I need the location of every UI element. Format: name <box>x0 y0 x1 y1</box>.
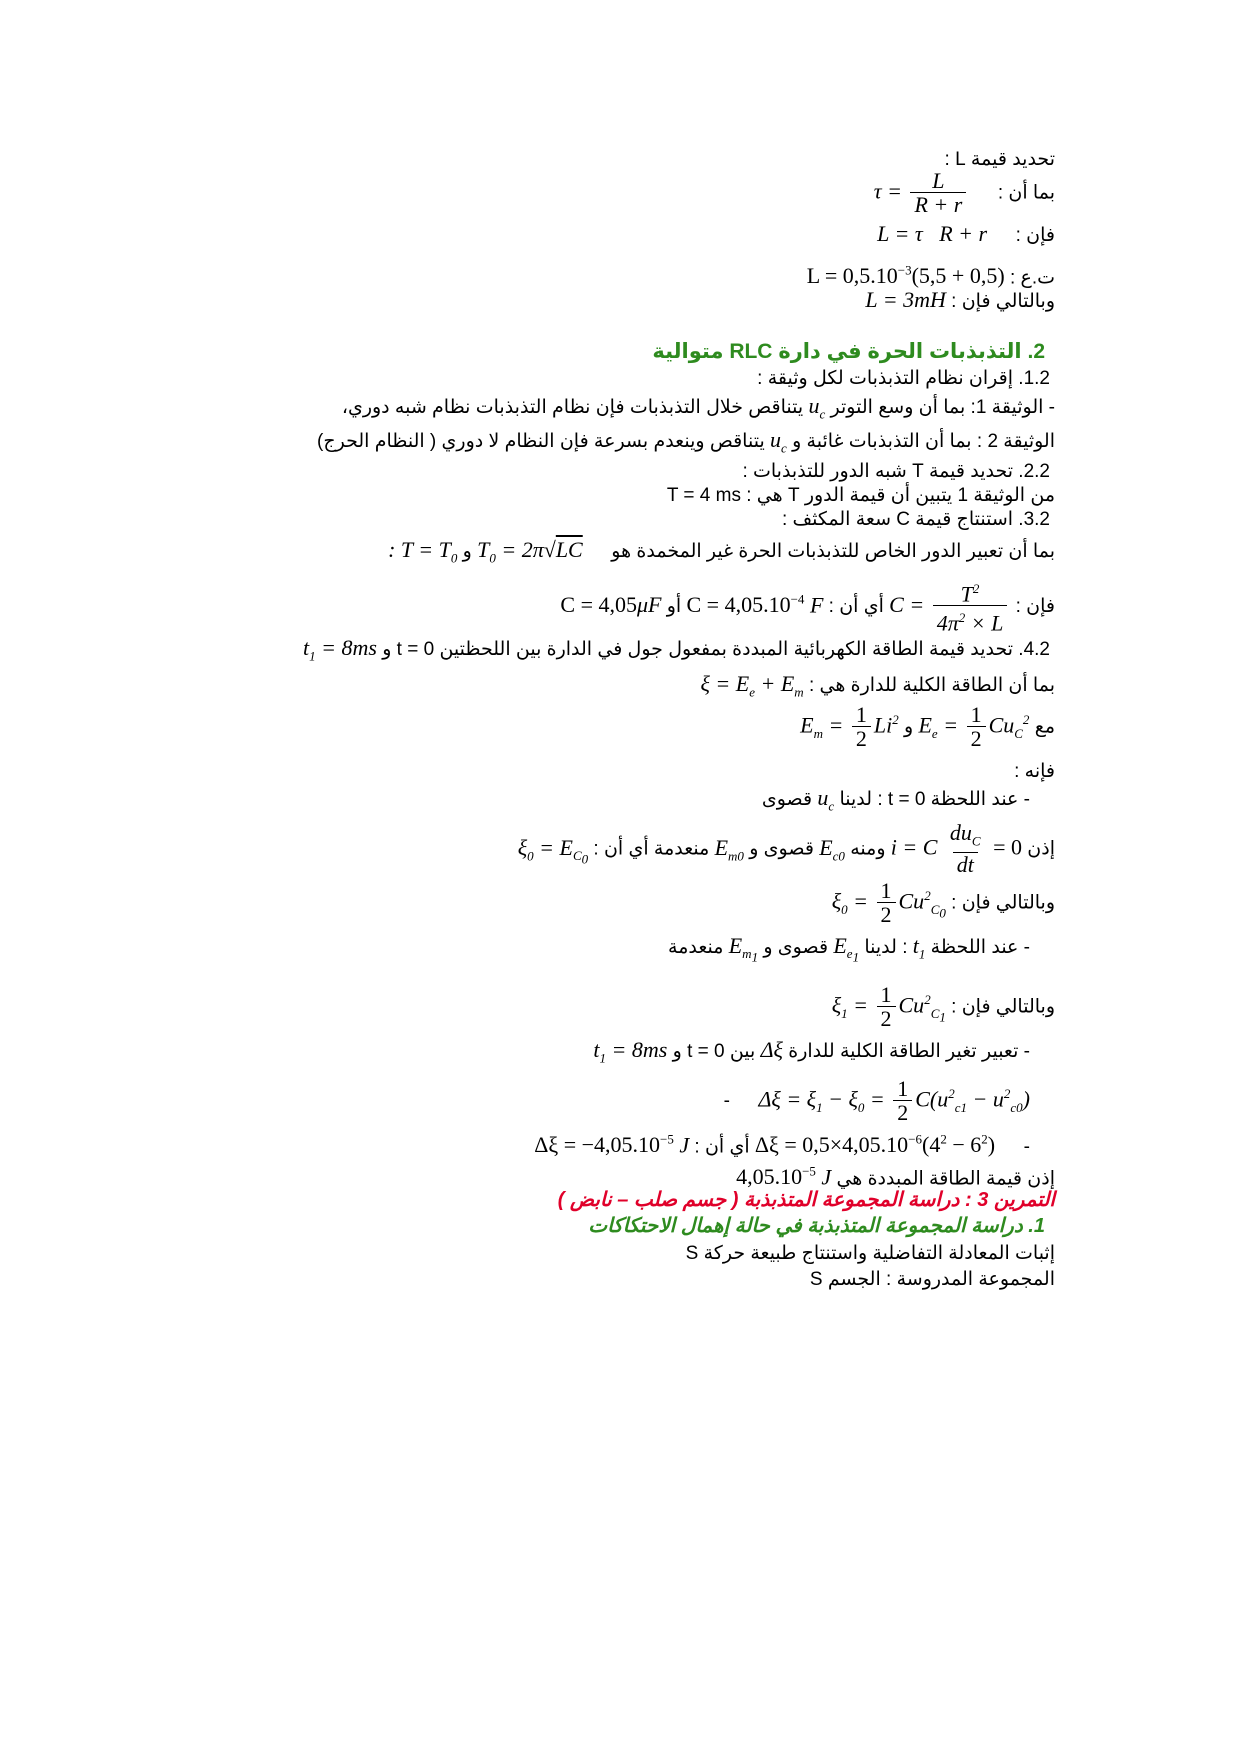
at-t0-line: - عند اللحظة t = 0 : لدينا $u_c$ قصوى <box>761 785 1030 814</box>
L-numeric: $L = 0,5.10^{-3}(5,5 + 0,5)$ <box>806 263 1005 289</box>
section-2-heading: 2. التذبذبات الحرة في دارة RLC متوالية <box>652 340 1045 363</box>
xi0-equals: $\xi_0 = E_{C_0}$ <box>517 834 589 867</box>
L-result: L = 3mH <box>865 287 946 312</box>
exercise-3-line-2: المجموعة المدروسة : الجسم S <box>809 1269 1055 1290</box>
L-formula-line: فإن : L = τ R + r <box>877 221 1055 246</box>
current-zero-line: إذن i = C $\frac{du_C}{dt}$ = 0 ومنه $E_{c0}$ قصوى و $E_{m0}$ منعدمة أي أن : $\xi_0 = E_{C_0}$ <box>517 820 1055 878</box>
delta-xi-expression: $\Delta\xi = \xi_1 - \xi_0$ = $\frac{1}{2}$ $C(u^2_{c1} - u^2_{c0})$ <box>758 1076 1030 1125</box>
T0-line: بما أن تعبير الدور الخاص للتذبذبات الحرة غير المخمدة هو $T_0 = 2\pi√LC$ و : $T = T_0$ <box>388 538 1055 570</box>
question-2-1: 1.2. إقران نظام التذبذبات لكل وثيقة : <box>757 368 1050 389</box>
xi0-formula: $\xi_0$ = $\frac{1}{2}$ $Cu^2_{C_0}$ <box>831 878 946 927</box>
C-value-F: $C = 4,05.10^{-4}$ F <box>686 591 824 617</box>
question-2-2: 2.2. تحديد قيمة T شبه الدور للتذبذبات : <box>742 461 1050 482</box>
period-result-line: من الوثيقة 1 يتبين أن قيمة الدور T هي : T = 4 ms <box>666 485 1055 506</box>
dissipated-energy-line: إذن قيمة الطاقة المبددة هي $4,05.10^{-5}$ J <box>736 1160 1055 1191</box>
exercise-3-subheading: 1. دراسة المجموعة المتذبذبة في حالة إهمال الاحتكاكات <box>588 1215 1045 1237</box>
numeric-application-line: ت.ع : $L = 0,5.10^{-3}(5,5 + 0,5)$ <box>807 259 1055 290</box>
total-energy-formula: $\xi = E_e + E_m$ <box>700 671 804 700</box>
tau-formula-line: بما أن : τ = $\frac{L}{R + r}$ <box>873 168 1055 217</box>
at-t1-line: - عند اللحظة $t_1$ : لدينا $E_{e_1}$ قصوى و $E_{m_1}$ منعدمة <box>668 933 1030 965</box>
hence-line: فإنه : <box>1014 761 1055 782</box>
dissipated-value: $4,05.10^{-5}$ J <box>736 1164 832 1190</box>
delta-xi-numeric-line: - $\Delta\xi = 0,5\times 4,05.10^{-6}(4^2 - 6^2)$ أي أن : $\Delta\xi = -4,05.10^{-5}$ J <box>534 1128 1030 1159</box>
energy-components-line: مع $E_e$ = $\frac{1}{2}$ $Cu_C^2$ و $E_m$ = $\frac{1}{2}$ Li$^2$ <box>800 702 1055 751</box>
delta-xi-expression-line: - $\Delta\xi = \xi_1 - \xi_0$ = $\frac{1}{2}$ $C(u^2_{c1} - u^2_{c0})$ <box>723 1076 1030 1125</box>
exercise-3-heading: التمرين 3 : دراسة المجموعة المتذبذبة ( جسم صلب – نابض ) <box>557 1189 1055 1211</box>
doc2-line: الوثيقة 2 : بما أن التذبذبات غائبة و $u_c$ يتناقص وينعدم بسرعة فإن النظام لا دوري ( النظام الحرج) <box>317 427 1055 456</box>
delta-xi-result: $\Delta\xi = -4,05.10^{-5}$ J <box>534 1132 690 1158</box>
C-value-uF: C = 4,05μF <box>560 591 662 617</box>
C-formula: C = $\frac{T^2}{4\pi^2 \times L}$ <box>889 578 1010 636</box>
question-2-3: 3.2. استنتاج قيمة C سعة المكثف : <box>781 509 1050 530</box>
delta-xi-numeric: $\Delta\xi = 0,5\times 4,05.10^{-6}(4^2 - 6^2)$ <box>754 1132 996 1158</box>
xi0-line: وبالتالي فإن : $\xi_0$ = $\frac{1}{2}$ $Cu^2_{C_0}$ <box>831 878 1055 927</box>
doc1-line: - الوثيقة 1: بما أن وسع التوتر $u_c$ يتناقص خلال التذبذبات فإن نظام التذبذبات نظام شبه دوري، <box>341 393 1055 422</box>
current-formula: i = C $\frac{du_C}{dt}$ = 0 <box>890 820 1023 878</box>
L-formula: L = τ R + r <box>877 221 988 246</box>
variation-line: - تعبير تغير الطاقة الكلية للدارة Δξ بين t = 0 و $t_1 = 8ms$ <box>593 1037 1030 1066</box>
exercise-3-line-1: إثبات المعادلة التفاضلية واستنتاج طبيعة حركة S <box>685 1243 1055 1264</box>
C-formula-line: فإن : C = $\frac{T^2}{4\pi^2 \times L}$ أي أن : $C = 4,05.10^{-4}$ F أو C = 4,05μF <box>560 578 1055 636</box>
determine-L-line: تحديد قيمة L : <box>944 149 1055 170</box>
total-energy-line: بما أن الطاقة الكلية للدارة هي : $\xi = E_e + E_m$ <box>700 672 1055 704</box>
xi1-formula: $\xi_1$ = $\frac{1}{2}$ $Cu^2_{C_1}$ <box>831 982 946 1031</box>
T0-formula: $T_0 = 2\pi√LC$ <box>477 537 583 566</box>
question-2-4: 4.2. تحديد قيمة الطاقة الكهربائية المبددة بمفعول جول في الدارة بين اللحظتين t = 0 و $t_1 = 8ms$ <box>303 635 1050 664</box>
L-result-line: وبالتالي فإن : L = 3mH <box>865 287 1055 312</box>
Ee-formula: $E_e$ = $\frac{1}{2}$ $Cu_C^2$ <box>918 702 1030 751</box>
Em-formula: $E_m$ = $\frac{1}{2}$ Li$^2$ <box>800 702 899 751</box>
xi1-line: وبالتالي فإن : $\xi_1$ = $\frac{1}{2}$ $Cu^2_{C_1}$ <box>831 982 1055 1031</box>
tau-formula: τ = $\frac{L}{R + r}$ <box>874 170 970 217</box>
T-equals-T0: : $T = T_0$ <box>388 537 458 566</box>
